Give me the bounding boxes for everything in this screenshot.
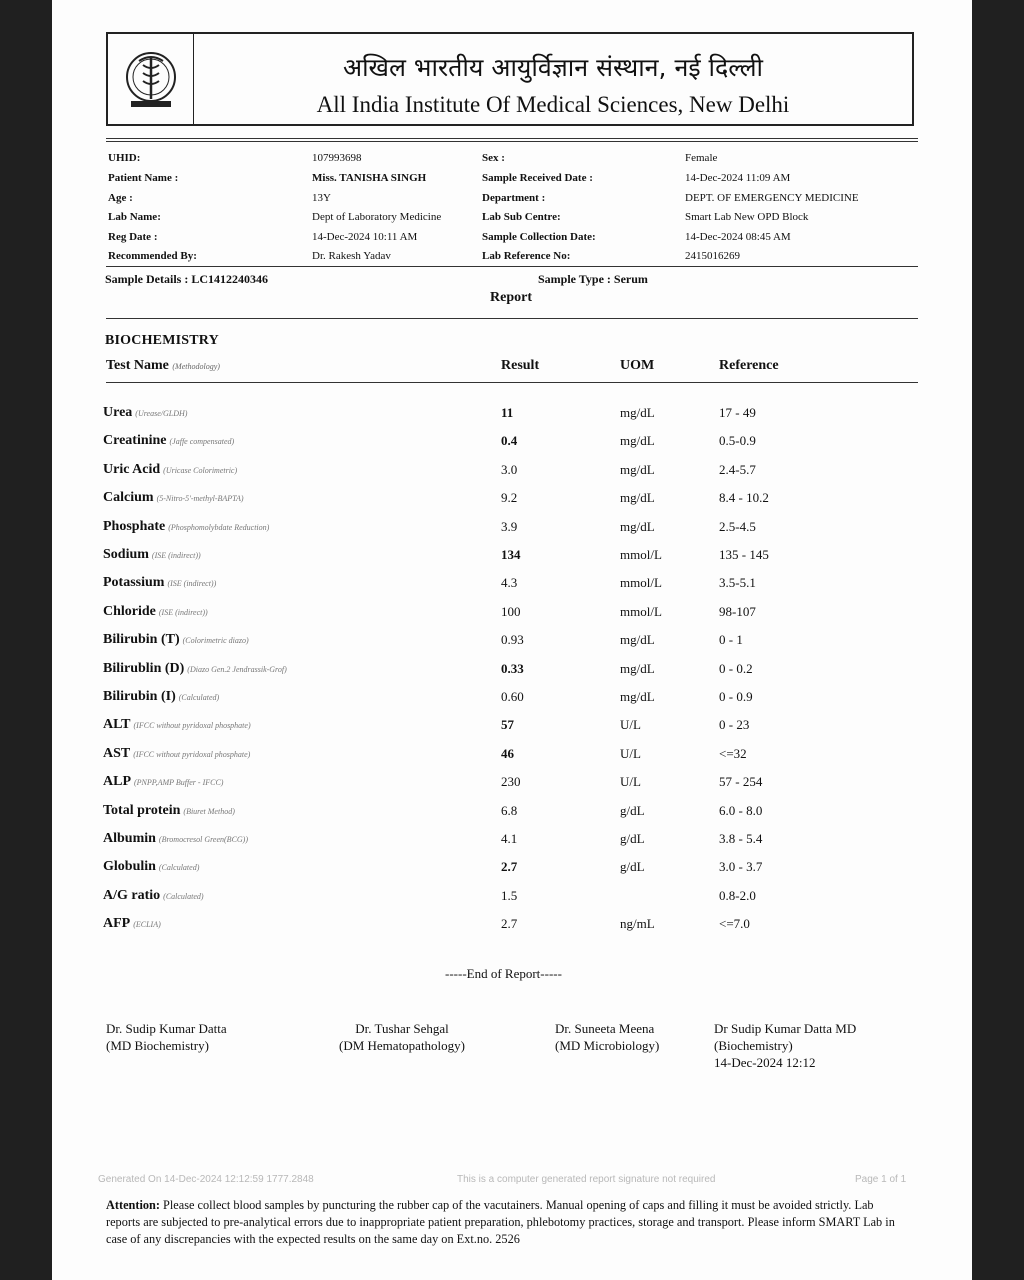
- test-uom: U/L: [620, 774, 641, 790]
- test-name-label: ALT: [103, 717, 131, 733]
- test-uom: mg/dL: [620, 461, 655, 477]
- sex-label: Sex :: [482, 152, 505, 164]
- test-name: [103, 575, 216, 591]
- signatory-4: [714, 1020, 856, 1071]
- test-name-label: Calcium: [103, 490, 154, 506]
- test-uom: U/L: [620, 745, 641, 761]
- department-label: Department :: [482, 192, 546, 204]
- test-reference: 57 - 254: [719, 774, 763, 790]
- test-name-label: Albumin: [103, 831, 156, 846]
- test-result: 230: [501, 774, 521, 790]
- test-reference: 0 - 23: [719, 717, 750, 733]
- aiims-logo: [108, 34, 194, 124]
- test-uom: mg/dL: [620, 689, 655, 704]
- page-number: Page 1 of 1: [855, 1174, 907, 1185]
- table-row: [52, 774, 972, 802]
- sample-details: Sample Details : LC1412240346: [105, 272, 268, 286]
- test-reference: <=7.0: [719, 916, 750, 932]
- test-name-label: Potassium: [103, 575, 165, 591]
- generated-on: Generated On 14-Dec-2024 12:12:59 1777.2848: [98, 1174, 314, 1185]
- test-name: [103, 888, 204, 904]
- test-name-label: Bilirubin (I): [103, 689, 176, 704]
- institute-header: [106, 32, 914, 126]
- test-result: 46: [501, 745, 514, 761]
- header-methodology: (Methodology): [172, 362, 220, 371]
- section-title: BIOCHEMISTRY: [105, 333, 219, 348]
- signatory-qualification: (MD Biochemistry): [106, 1038, 209, 1053]
- test-result: 0.93: [501, 632, 524, 648]
- header-reference: Reference: [719, 358, 779, 373]
- test-result: 134: [501, 547, 521, 562]
- test-uom: U/L: [620, 717, 641, 733]
- divider: [106, 141, 918, 142]
- table-row: [52, 661, 972, 689]
- test-method: (IFCC without pyridoxal phosphate): [133, 749, 251, 759]
- test-method: (Calculated): [163, 891, 204, 901]
- divider: [106, 138, 918, 139]
- table-row: [52, 462, 972, 490]
- signatory-name: Dr. Sudip Kumar Datta: [106, 1021, 227, 1036]
- table-row: [52, 405, 972, 433]
- test-result: 3.0: [501, 461, 518, 477]
- report-page: [52, 0, 972, 1280]
- signatory-1: [106, 1020, 227, 1054]
- test-name: [103, 717, 251, 733]
- test-uom: g/dL: [620, 831, 645, 846]
- report-title: Report: [490, 290, 532, 305]
- test-name: [103, 405, 187, 421]
- test-method: (ISE (indirect)): [151, 551, 201, 560]
- signatory-2: [339, 1020, 465, 1054]
- test-result: 11: [501, 405, 514, 420]
- test-result: 1.5: [501, 887, 518, 903]
- test-name-label: AFP: [103, 916, 131, 932]
- test-uom: mg/dL: [620, 518, 655, 534]
- test-reference: 135 - 145: [719, 547, 769, 562]
- test-uom: mg/dL: [620, 433, 655, 449]
- test-result: 3.9: [501, 518, 518, 534]
- test-name: [103, 859, 199, 875]
- test-name-label: Globulin: [103, 859, 156, 875]
- test-result: 0.33: [501, 660, 524, 676]
- test-name: [103, 547, 201, 563]
- test-result: 9.2: [501, 490, 518, 506]
- test-method: (Calculated): [178, 693, 220, 702]
- test-reference: 2.4-5.7: [719, 461, 756, 477]
- divider: [106, 318, 918, 319]
- table-row: [52, 519, 972, 547]
- table-row: [52, 831, 972, 859]
- test-name-label: A/G ratio: [103, 887, 161, 903]
- table-row: [52, 859, 972, 887]
- sex-value: Female: [685, 152, 718, 164]
- header-test-name-label: Test Name: [106, 358, 169, 373]
- test-method: (Diazo Gen.2 Jendrassik-Grof): [187, 664, 287, 674]
- signatory-3: [555, 1020, 659, 1054]
- header-result: Result: [501, 358, 540, 373]
- test-reference: 8.4 - 10.2: [719, 490, 769, 506]
- test-method: (ISE (indirect)): [167, 579, 217, 589]
- test-name-label: Phosphate: [103, 518, 166, 534]
- header-test-name: [106, 358, 220, 374]
- test-reference: 0.5-0.9: [719, 433, 756, 449]
- age-label: Age :: [108, 192, 133, 204]
- recommended-by-value: Dr. Rakesh Yadav: [312, 250, 391, 262]
- test-reference: 6.0 - 8.0: [719, 802, 763, 818]
- end-of-report: -----End of Report-----: [445, 966, 562, 981]
- test-name: [103, 689, 219, 705]
- test-method: (Calculated): [158, 863, 200, 873]
- test-name-label: Uric Acid: [103, 461, 161, 477]
- signature-date: 14-Dec-2024 12:12: [714, 1055, 816, 1070]
- test-name: [103, 803, 235, 819]
- test-reference: <=32: [719, 745, 747, 761]
- table-row: [52, 490, 972, 518]
- signatory-name: Dr Sudip Kumar Datta MD: [714, 1021, 857, 1036]
- test-result: 0.4: [501, 433, 518, 449]
- reg-date-value: 14-Dec-2024 10:11 AM: [312, 231, 418, 243]
- test-method: (Uricase Colorimetric): [163, 465, 238, 475]
- test-uom: mmol/L: [620, 547, 662, 562]
- divider: [106, 382, 918, 383]
- test-name: [103, 916, 161, 932]
- test-reference: 0.8-2.0: [719, 887, 756, 903]
- test-uom: ng/mL: [620, 916, 655, 932]
- institute-name-hindi: अखिल भारतीय आयुर्विज्ञान संस्थान, नई दिल्ली: [342, 53, 763, 82]
- test-reference: 3.0 - 3.7: [719, 859, 763, 875]
- sample-collection-value: 14-Dec-2024 08:45 AM: [685, 231, 791, 243]
- test-name-label: AST: [103, 745, 131, 761]
- test-reference: 3.5-5.1: [719, 575, 756, 591]
- reg-date-label: Reg Date :: [108, 231, 158, 243]
- test-uom: mg/dL: [620, 490, 655, 506]
- test-uom: mg/dL: [620, 632, 655, 648]
- test-result: 2.7: [501, 916, 518, 932]
- signatory-qualification: (MD Microbiology): [555, 1038, 660, 1053]
- test-name-label: Bilirublin (D): [103, 660, 185, 676]
- signatory-qualification: (Biochemistry): [714, 1038, 793, 1053]
- test-reference: 0 - 1: [719, 632, 743, 648]
- test-method: (ISE (indirect)): [158, 607, 208, 617]
- test-method: (Jaffe compensated): [169, 437, 235, 447]
- sample-collection-label: Sample Collection Date:: [482, 231, 596, 243]
- age-value: 13Y: [312, 192, 331, 204]
- department-value: DEPT. OF EMERGENCY MEDICINE: [685, 192, 859, 204]
- test-result: 100: [501, 603, 521, 619]
- table-row: [52, 803, 972, 831]
- test-name: [103, 746, 250, 762]
- test-name: [103, 490, 244, 506]
- table-row: [52, 746, 972, 774]
- signatory-qualification: (DM Hematopathology): [339, 1038, 466, 1053]
- table-row: [52, 547, 972, 575]
- test-name: [103, 661, 287, 677]
- test-method: (IFCC without pyridoxal phosphate): [133, 721, 251, 731]
- sample-received-value: 14-Dec-2024 11:09 AM: [685, 172, 791, 184]
- test-reference: 2.5-4.5: [719, 518, 756, 534]
- test-name-label: Sodium: [103, 547, 149, 562]
- test-name-label: Creatinine: [103, 433, 167, 449]
- table-row: [52, 575, 972, 603]
- table-row: [52, 632, 972, 660]
- test-result: 6.8: [501, 802, 518, 818]
- lab-name-value: Dept of Laboratory Medicine: [312, 211, 442, 223]
- uhid-value: 107993698: [312, 152, 362, 164]
- table-row: [52, 433, 972, 461]
- test-uom: mg/dL: [620, 405, 655, 420]
- table-row: [52, 888, 972, 916]
- table-row: [52, 689, 972, 717]
- uhid-label: UHID:: [108, 152, 141, 164]
- attention-text: Please collect blood samples by puncturing the rubber cap of the vacutainers. Manual opening of caps and filling it must be avoided strictly. Lab reports are subjected to pre-analytical errors due to inappropriate patient preparation, phlebotomy practices, storage and transport. Please inform SMART Lab in case of any discrepancies with the expected results on the same day on Ext.no. 2526: [106, 1198, 895, 1246]
- lab-reference-value: 2415016269: [685, 250, 740, 262]
- patient-name-value: Miss. TANISHA SINGH: [312, 172, 427, 184]
- test-uom: mmol/L: [620, 603, 662, 619]
- attention-label: Attention:: [106, 1198, 160, 1212]
- test-result: 4.1: [501, 831, 518, 846]
- table-row: [52, 717, 972, 745]
- header-uom: UOM: [620, 358, 655, 373]
- test-uom: g/dL: [620, 802, 645, 818]
- test-uom: mg/dL: [620, 660, 655, 676]
- test-method: (Urease/GLDH): [135, 409, 188, 418]
- test-name: [103, 519, 269, 535]
- test-result: 0.60: [501, 689, 524, 704]
- test-result: 4.3: [501, 575, 518, 591]
- signatory-name: Dr. Suneeta Meena: [555, 1021, 655, 1036]
- test-uom: mmol/L: [620, 575, 662, 591]
- test-reference: 3.8 - 5.4: [719, 831, 763, 846]
- test-result: 2.7: [501, 859, 518, 875]
- test-result: 57: [501, 717, 514, 733]
- test-name: [103, 774, 223, 790]
- test-name-label: Chloride: [103, 603, 156, 619]
- patient-name-label: Patient Name :: [108, 172, 179, 184]
- test-method: (ECLIA): [133, 920, 161, 930]
- signature-note: This is a computer generated report signature not required: [457, 1174, 716, 1185]
- test-method: (Colorimetric diazo): [182, 636, 249, 646]
- test-reference: 0 - 0.9: [719, 689, 753, 704]
- test-name-label: Bilirubin (T): [103, 632, 180, 648]
- test-reference: 17 - 49: [719, 405, 756, 420]
- table-row: [52, 604, 972, 632]
- test-method: (Phosphomolybdate Reduction): [168, 522, 270, 532]
- test-name: [103, 433, 234, 449]
- test-reference: 0 - 0.2: [719, 660, 753, 676]
- sample-received-label: Sample Received Date :: [482, 172, 593, 184]
- test-name: [103, 831, 248, 847]
- institute-name-english: All India Institute Of Medical Sciences, New Delhi: [316, 92, 790, 117]
- lab-sub-centre-label: Lab Sub Centre:: [482, 211, 561, 223]
- lab-sub-centre-value: Smart Lab New OPD Block: [685, 211, 809, 223]
- signatory-name: Dr. Tushar Sehgal: [355, 1021, 449, 1036]
- table-row: [52, 916, 972, 944]
- test-reference: 98-107: [719, 603, 756, 619]
- test-name-label: Urea: [103, 405, 133, 420]
- sample-type: Sample Type : Serum: [538, 272, 648, 286]
- test-method: (5-Nitro-5'-methyl-BAPTA): [156, 494, 244, 504]
- test-method: (Biuret Method): [183, 806, 235, 816]
- recommended-by-label: Recommended By:: [108, 250, 197, 262]
- test-name: [103, 462, 237, 478]
- test-name-label: Total protein: [103, 802, 181, 818]
- attention-note: [106, 1197, 906, 1248]
- lab-name-label: Lab Name:: [108, 211, 161, 223]
- test-uom: g/dL: [620, 859, 645, 875]
- test-method: (PNPP,AMP Buffer - IFCC): [134, 778, 224, 788]
- test-name-label: ALP: [103, 774, 131, 790]
- divider: [106, 266, 918, 267]
- test-method: (Bromocresol Green(BCG)): [158, 835, 249, 844]
- test-name: [103, 604, 208, 620]
- test-name: [103, 632, 249, 648]
- lab-reference-label: Lab Reference No:: [482, 250, 571, 262]
